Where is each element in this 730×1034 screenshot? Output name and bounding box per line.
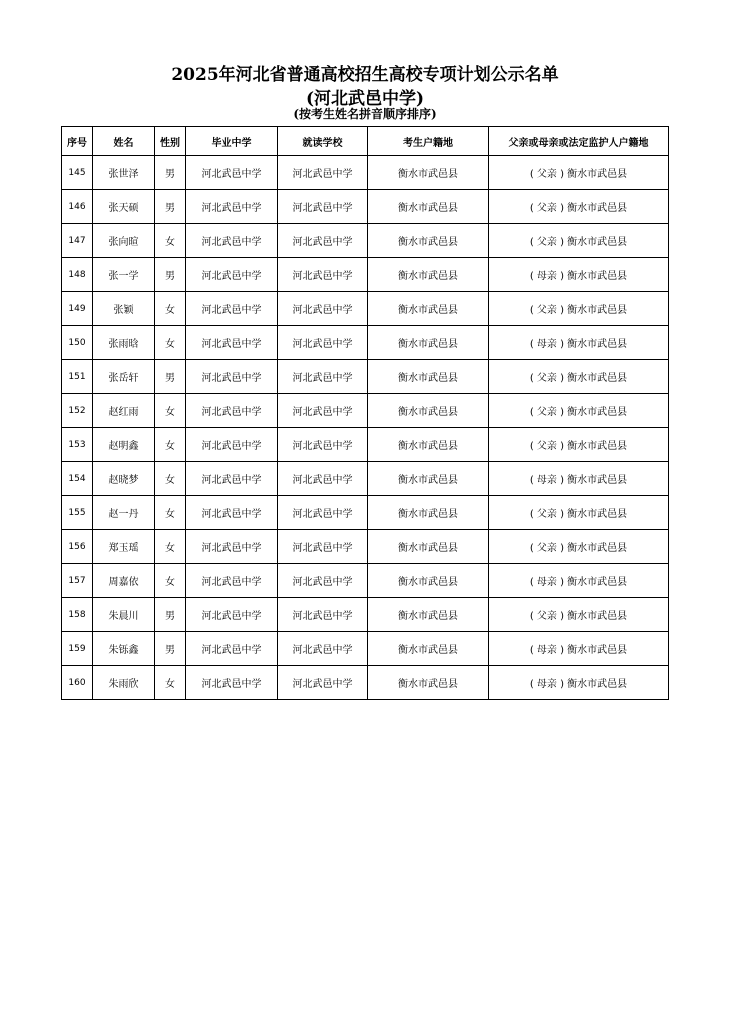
row-no: 159: [62, 632, 93, 666]
row-grad-school: 河北武邑中学: [186, 564, 278, 598]
row-gender: 女: [155, 224, 186, 258]
row-name: 朱雨欣: [93, 666, 155, 700]
row-name: 张一学: [93, 258, 155, 292]
row-no: 154: [62, 462, 93, 496]
row-household: 衡水市武邑县: [368, 598, 489, 632]
header-school: 就读学校: [278, 127, 368, 156]
row-no: 150: [62, 326, 93, 360]
sort-note: (按考生姓名拼音顺序排序): [293, 107, 437, 121]
row-gender: 女: [155, 394, 186, 428]
table-row: [62, 496, 669, 530]
row-household: 衡水市武邑县: [368, 428, 489, 462]
row-name: 郑玉瑶: [93, 530, 155, 564]
row-gender: 女: [155, 530, 186, 564]
row-grad-school: 河北武邑中学: [186, 598, 278, 632]
header-name: 姓名: [93, 127, 155, 156]
row-household: 衡水市武邑县: [368, 224, 489, 258]
row-name: 张向暄: [93, 224, 155, 258]
row-grad-school: 河北武邑中学: [186, 156, 278, 190]
row-guardian: ( 父亲 ) 衡水市武邑县: [489, 292, 669, 326]
row-guardian: ( 父亲 ) 衡水市武邑县: [489, 156, 669, 190]
row-grad-school: 河北武邑中学: [186, 292, 278, 326]
row-guardian: ( 父亲 ) 衡水市武邑县: [489, 530, 669, 564]
row-no: 147: [62, 224, 93, 258]
row-guardian: ( 母亲 ) 衡水市武邑县: [489, 632, 669, 666]
table-row: [62, 224, 669, 258]
row-household: 衡水市武邑县: [368, 666, 489, 700]
row-gender: 女: [155, 462, 186, 496]
row-grad-school: 河北武邑中学: [186, 428, 278, 462]
row-gender: 男: [155, 190, 186, 224]
row-guardian: ( 父亲 ) 衡水市武邑县: [489, 598, 669, 632]
table-row: [62, 190, 669, 224]
row-grad-school: 河北武邑中学: [186, 496, 278, 530]
table-row: [62, 360, 669, 394]
row-school: 河北武邑中学: [278, 258, 368, 292]
header-no: 序号: [62, 127, 93, 156]
row-grad-school: 河北武邑中学: [186, 258, 278, 292]
row-school: 河北武邑中学: [278, 224, 368, 258]
row-guardian: ( 父亲 ) 衡水市武邑县: [489, 360, 669, 394]
header-grad-school: 毕业中学: [186, 127, 278, 156]
row-grad-school: 河北武邑中学: [186, 462, 278, 496]
row-name: 张岳轩: [93, 360, 155, 394]
row-gender: 女: [155, 496, 186, 530]
row-guardian: ( 父亲 ) 衡水市武邑县: [489, 224, 669, 258]
row-household: 衡水市武邑县: [368, 190, 489, 224]
row-school: 河北武邑中学: [278, 190, 368, 224]
table-row: [62, 258, 669, 292]
row-name: 赵晓梦: [93, 462, 155, 496]
row-guardian: ( 父亲 ) 衡水市武邑县: [489, 190, 669, 224]
row-no: 145: [62, 156, 93, 190]
row-name: 赵明鑫: [93, 428, 155, 462]
row-gender: 女: [155, 666, 186, 700]
row-gender: 女: [155, 292, 186, 326]
row-school: 河北武邑中学: [278, 428, 368, 462]
table-row: [62, 564, 669, 598]
row-guardian: ( 母亲 ) 衡水市武邑县: [489, 564, 669, 598]
row-name: 赵红雨: [93, 394, 155, 428]
row-school: 河北武邑中学: [278, 462, 368, 496]
row-household: 衡水市武邑县: [368, 632, 489, 666]
row-gender: 女: [155, 326, 186, 360]
table-row: [62, 462, 669, 496]
row-school: 河北武邑中学: [278, 156, 368, 190]
row-school: 河北武邑中学: [278, 632, 368, 666]
row-household: 衡水市武邑县: [368, 326, 489, 360]
table-row: [62, 428, 669, 462]
row-no: 148: [62, 258, 93, 292]
row-guardian: ( 母亲 ) 衡水市武邑县: [489, 666, 669, 700]
row-household: 衡水市武邑县: [368, 530, 489, 564]
row-no: 152: [62, 394, 93, 428]
header-guardian: 父亲或母亲或法定监护人户籍地: [489, 127, 669, 156]
row-school: 河北武邑中学: [278, 598, 368, 632]
row-name: 周嘉依: [93, 564, 155, 598]
row-grad-school: 河北武邑中学: [186, 360, 278, 394]
table-row: [62, 394, 669, 428]
row-no: 160: [62, 666, 93, 700]
row-household: 衡水市武邑县: [368, 360, 489, 394]
row-school: 河北武邑中学: [278, 394, 368, 428]
row-gender: 男: [155, 258, 186, 292]
row-household: 衡水市武邑县: [368, 564, 489, 598]
row-guardian: ( 父亲 ) 衡水市武邑县: [489, 496, 669, 530]
row-grad-school: 河北武邑中学: [186, 530, 278, 564]
row-school: 河北武邑中学: [278, 360, 368, 394]
row-household: 衡水市武邑县: [368, 394, 489, 428]
row-household: 衡水市武邑县: [368, 258, 489, 292]
row-household: 衡水市武邑县: [368, 496, 489, 530]
row-name: 张世泽: [93, 156, 155, 190]
school-subtitle: (河北武邑中学): [305, 89, 425, 109]
row-name: 张雨晗: [93, 326, 155, 360]
row-no: 158: [62, 598, 93, 632]
row-name: 朱铄鑫: [93, 632, 155, 666]
row-grad-school: 河北武邑中学: [186, 666, 278, 700]
row-guardian: ( 母亲 ) 衡水市武邑县: [489, 326, 669, 360]
row-school: 河北武邑中学: [278, 496, 368, 530]
row-grad-school: 河北武邑中学: [186, 224, 278, 258]
table-row: [62, 666, 669, 700]
row-no: 153: [62, 428, 93, 462]
row-school: 河北武邑中学: [278, 326, 368, 360]
row-name: 朱晨川: [93, 598, 155, 632]
row-name: 赵一丹: [93, 496, 155, 530]
row-grad-school: 河北武邑中学: [186, 394, 278, 428]
table-row: [62, 156, 669, 190]
row-gender: 男: [155, 156, 186, 190]
row-gender: 男: [155, 598, 186, 632]
row-school: 河北武邑中学: [278, 666, 368, 700]
row-name: 张天硕: [93, 190, 155, 224]
row-no: 155: [62, 496, 93, 530]
row-school: 河北武邑中学: [278, 530, 368, 564]
row-school: 河北武邑中学: [278, 292, 368, 326]
row-grad-school: 河北武邑中学: [186, 632, 278, 666]
row-school: 河北武邑中学: [278, 564, 368, 598]
table-row: [62, 326, 669, 360]
document-title: 2025年河北省普通高校招生高校专项计划公示名单: [171, 65, 559, 85]
row-household: 衡水市武邑县: [368, 292, 489, 326]
row-no: 146: [62, 190, 93, 224]
row-gender: 女: [155, 564, 186, 598]
row-grad-school: 河北武邑中学: [186, 190, 278, 224]
row-guardian: ( 父亲 ) 衡水市武邑县: [489, 428, 669, 462]
row-no: 151: [62, 360, 93, 394]
row-household: 衡水市武邑县: [368, 462, 489, 496]
table-row: [62, 632, 669, 666]
table-row: [62, 292, 669, 326]
row-name: 张颖: [93, 292, 155, 326]
row-guardian: ( 母亲 ) 衡水市武邑县: [489, 462, 669, 496]
row-no: 156: [62, 530, 93, 564]
row-no: 149: [62, 292, 93, 326]
row-household: 衡水市武邑县: [368, 156, 489, 190]
header-row: [62, 127, 669, 156]
row-gender: 女: [155, 428, 186, 462]
row-guardian: ( 母亲 ) 衡水市武邑县: [489, 258, 669, 292]
row-gender: 男: [155, 632, 186, 666]
header-household: 考生户籍地: [368, 127, 489, 156]
row-gender: 男: [155, 360, 186, 394]
header-gender: 性别: [155, 127, 186, 156]
roster-table: [61, 126, 669, 700]
table-row: [62, 530, 669, 564]
row-no: 157: [62, 564, 93, 598]
row-guardian: ( 父亲 ) 衡水市武邑县: [489, 394, 669, 428]
row-grad-school: 河北武邑中学: [186, 326, 278, 360]
table-row: [62, 598, 669, 632]
